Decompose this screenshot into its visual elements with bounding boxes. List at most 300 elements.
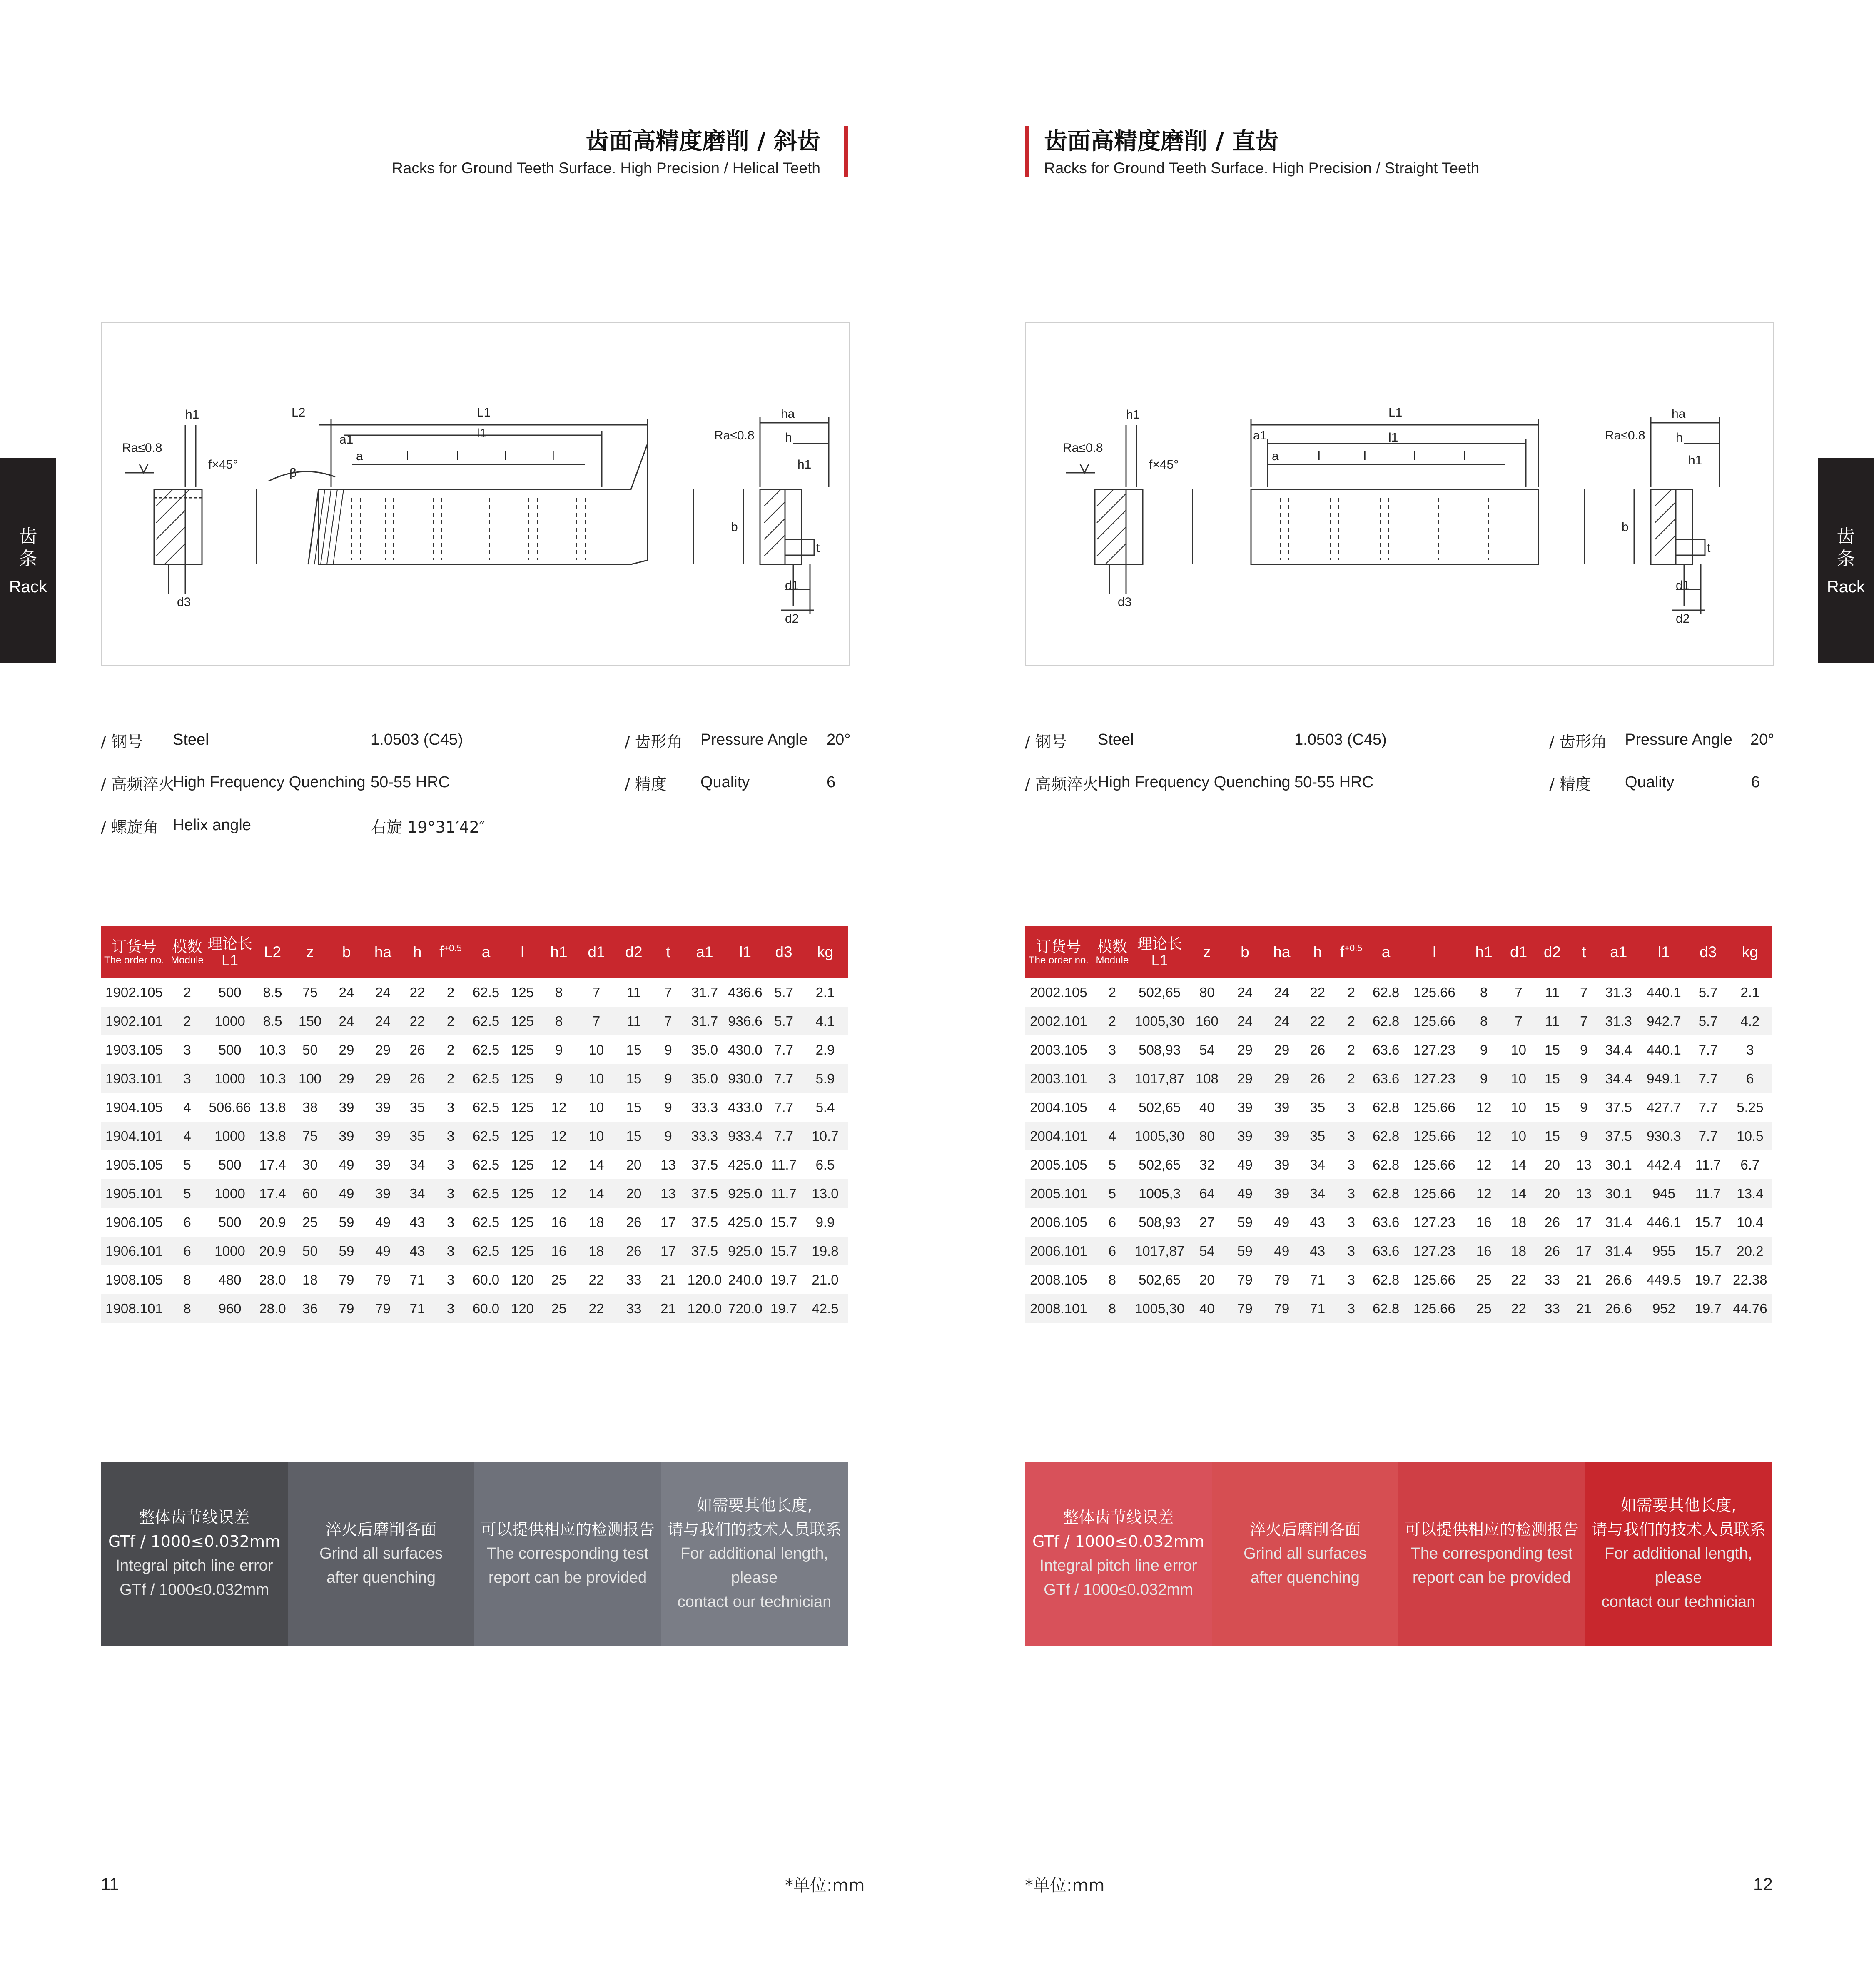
table-cell: 59 [328, 1237, 365, 1265]
table-cell: 949.1 [1640, 1064, 1688, 1093]
table-cell: 5.4 [815, 1099, 835, 1115]
table-cell: 127.23 [1413, 1214, 1455, 1230]
table-cell: 13.8 [259, 1099, 286, 1115]
table-cell: 25 [551, 1272, 567, 1287]
table-cell: 2003.101 [1025, 1064, 1092, 1093]
table-cell: 3 [434, 1237, 467, 1265]
table-row [101, 1150, 848, 1179]
feature-title: 整体齿节线误差 [139, 1508, 250, 1527]
spec-q-cn: / 精度 [1549, 775, 1591, 793]
table-cell: 930.0 [725, 1064, 765, 1093]
table-cell: 29 [1274, 1042, 1290, 1058]
col-l1: l1 [725, 926, 765, 978]
table-cell: 26 [401, 1064, 434, 1093]
table-cell: 10 [578, 1122, 615, 1150]
col-h1: h1 [540, 926, 578, 978]
table-cell: 18 [588, 1214, 604, 1230]
table-cell: 127.23 [1404, 1064, 1465, 1093]
table-cell: 7.7 [774, 1042, 793, 1058]
left-feature-band [101, 1462, 848, 1646]
table-cell: 955 [1640, 1237, 1688, 1265]
table-cell: 37.5 [684, 1237, 725, 1265]
table-cell: 38 [302, 1099, 318, 1115]
table-cell: 1017,87 [1132, 1237, 1187, 1265]
spec-steel-en: Steel [173, 731, 209, 748]
table-cell: 63.6 [1372, 1214, 1400, 1230]
spec-pa-val: 20° [1750, 731, 1774, 748]
table-row [101, 1294, 848, 1323]
table-cell: 34 [1310, 1157, 1326, 1172]
table-cell: 49 [339, 1157, 354, 1172]
table-cell: 37.5 [1597, 1122, 1640, 1150]
table-cell: 7 [1580, 984, 1588, 1000]
table-cell: 62.5 [467, 1064, 505, 1093]
page-number-right: 12 [1753, 1874, 1773, 1894]
table-cell: 3 [434, 1122, 467, 1150]
table-cell: 62.5 [472, 1214, 500, 1230]
table-cell: 7 [664, 984, 672, 1000]
table-cell: 1904.105 [105, 1099, 163, 1115]
table-cell: 2002.105 [1030, 984, 1087, 1000]
table-cell: 3 [446, 1214, 455, 1230]
col-a: a [467, 926, 505, 978]
a1-label: a1 [339, 433, 354, 446]
table-cell: 2 [434, 1007, 467, 1035]
table-cell: 1904.101 [101, 1122, 167, 1150]
table-cell: 12 [1476, 1157, 1492, 1172]
table-cell: 10 [1511, 1099, 1526, 1115]
table-cell: 12 [551, 1157, 567, 1172]
table-row [1025, 1122, 1772, 1150]
d2-label: d2 [1676, 612, 1690, 626]
table-cell: 60.0 [467, 1294, 505, 1323]
table-cell: 925.0 [725, 1179, 765, 1208]
table-header [101, 926, 848, 978]
table-cell: 5.7 [774, 984, 793, 1000]
table-cell: 125.66 [1404, 1294, 1465, 1323]
spec-steel-cn: / 钢号 [1025, 733, 1067, 751]
d2-label: d2 [785, 612, 799, 626]
table-cell: 42.5 [802, 1294, 848, 1323]
table-cell: 5 [1092, 1179, 1132, 1208]
feature-text: Grind all surfaces [1244, 1545, 1367, 1562]
table-row [1025, 1064, 1772, 1093]
table-cell: 29 [1227, 1064, 1263, 1093]
table-row [101, 1064, 848, 1093]
table-cell: 3 [183, 1042, 191, 1058]
table-cell: 17 [1576, 1214, 1592, 1230]
table-cell: 925.0 [725, 1237, 765, 1265]
col-order: 订货号 The order no. [101, 926, 167, 978]
table-cell: 79 [1274, 1272, 1290, 1287]
table-cell: 60.0 [472, 1272, 500, 1287]
table-cell: 125 [505, 1179, 540, 1208]
helical-rack-table [101, 926, 848, 1323]
table-cell: 1902.101 [101, 1007, 167, 1035]
table-cell: 63.6 [1368, 1237, 1404, 1265]
table-cell: 43 [409, 1214, 425, 1230]
table-cell: 7.7 [1688, 1064, 1728, 1093]
table-cell: 29 [339, 1042, 354, 1058]
l-label: l [1413, 449, 1416, 463]
table-cell: 15 [1545, 1099, 1560, 1115]
table-cell: 62.5 [472, 984, 500, 1000]
table-cell: 508,93 [1139, 1214, 1181, 1230]
table-cell: 2003.105 [1030, 1042, 1087, 1058]
a1-label: a1 [1253, 429, 1267, 442]
table-cell: 22.38 [1733, 1272, 1767, 1287]
table-cell: 18 [1511, 1214, 1526, 1230]
spec-pa-val: 20° [827, 731, 851, 748]
table-cell: 19.7 [770, 1272, 797, 1287]
ra-label: Ra≤0.8 [1063, 441, 1103, 455]
table-cell: 2008.105 [1030, 1272, 1087, 1287]
table-cell: 2005.105 [1030, 1157, 1087, 1172]
table-cell: 29 [1237, 1042, 1253, 1058]
table-cell: 430.0 [728, 1042, 763, 1058]
table-cell: 1000 [207, 1122, 253, 1150]
table-cell: 39 [375, 1099, 391, 1115]
spec-pa-en: Pressure Angle [700, 731, 808, 748]
table-cell: 71 [409, 1272, 425, 1287]
table-cell: 19.8 [802, 1237, 848, 1265]
table-cell: 34 [401, 1179, 434, 1208]
table-cell: 54 [1187, 1237, 1227, 1265]
left-diagram [101, 322, 850, 666]
table-cell: 3 [446, 1157, 455, 1172]
table-cell: 75 [302, 984, 318, 1000]
table-cell: 32 [1199, 1157, 1215, 1172]
table-cell: 6 [1728, 1064, 1772, 1093]
table-cell: 502,65 [1139, 1099, 1181, 1115]
table-cell: 936.6 [725, 1007, 765, 1035]
table-cell: 10 [578, 1064, 615, 1093]
table-row [101, 1122, 848, 1150]
table-cell: 506.66 [209, 1099, 251, 1115]
table-cell: 125 [505, 1007, 540, 1035]
table-cell: 33 [1545, 1272, 1560, 1287]
col-t: t [653, 926, 684, 978]
table-cell: 80 [1199, 984, 1215, 1000]
table-cell: 9 [1580, 1042, 1588, 1058]
table-cell: 39 [1263, 1122, 1301, 1150]
table-cell: 9 [1570, 1064, 1597, 1093]
table-cell: 942.7 [1640, 1007, 1688, 1035]
table-cell: 79 [339, 1272, 354, 1287]
table-cell: 26 [615, 1237, 653, 1265]
table-cell: 33.3 [684, 1122, 725, 1150]
table-cell: 9 [555, 1042, 563, 1058]
side-tab-cn: 条 [1837, 548, 1855, 569]
table-cell: 27 [1199, 1214, 1215, 1230]
table-cell: 49 [1274, 1214, 1290, 1230]
table-cell: 22 [1511, 1272, 1526, 1287]
table-cell: 62.5 [467, 1007, 505, 1035]
table-cell: 120.0 [684, 1294, 725, 1323]
table-row [101, 1093, 848, 1122]
table-cell: 5.9 [802, 1064, 848, 1093]
table-cell: 7 [653, 1007, 684, 1035]
table-cell: 31.3 [1597, 1007, 1640, 1035]
table-row [1025, 1093, 1772, 1122]
table-cell: 9 [653, 1064, 684, 1093]
table-cell: 1000 [207, 1237, 253, 1265]
table-cell: 34.4 [1605, 1042, 1632, 1058]
table-cell: 31.4 [1605, 1214, 1632, 1230]
table-cell: 22 [578, 1294, 615, 1323]
table-cell: 125 [511, 1042, 534, 1058]
table-row [1025, 1150, 1772, 1179]
table-cell: 8 [1480, 984, 1488, 1000]
table-cell: 62.5 [472, 1099, 500, 1115]
table-cell: 433.0 [728, 1099, 763, 1115]
page-number-left: 11 [101, 1874, 119, 1894]
table-cell: 2 [446, 1042, 455, 1058]
table-cell: 62.5 [467, 1122, 505, 1150]
table-cell: 59 [1227, 1237, 1263, 1265]
table-cell: 43 [401, 1237, 434, 1265]
table-cell: 40 [1187, 1294, 1227, 1323]
table-cell: 31.4 [1597, 1237, 1640, 1265]
table-cell: 5.25 [1737, 1099, 1764, 1115]
table-cell: 442.4 [1647, 1157, 1681, 1172]
table-cell: 120 [505, 1294, 540, 1323]
table-cell: 62.8 [1368, 1179, 1404, 1208]
table-cell: 7.7 [1698, 1099, 1718, 1115]
table-cell: 21.0 [812, 1272, 839, 1287]
table-cell: 7 [1515, 984, 1523, 1000]
table-cell: 39 [1237, 1099, 1253, 1115]
right-title-en: Racks for Ground Teeth Surface. High Precision / Straight Teeth [1044, 160, 1480, 177]
table-cell: 24 [1227, 1007, 1263, 1035]
table-cell: 7 [592, 984, 601, 1000]
table-cell: 933.4 [725, 1122, 765, 1150]
table-cell: 25 [1465, 1294, 1503, 1323]
table-cell: 49 [375, 1214, 391, 1230]
table-cell: 13.0 [802, 1179, 848, 1208]
table-cell: 125.66 [1413, 1157, 1455, 1172]
table-cell: 15.7 [765, 1237, 802, 1265]
table-cell: 17 [653, 1237, 684, 1265]
table-cell: 37.5 [691, 1214, 718, 1230]
spec-steel-en: Steel [1098, 731, 1134, 748]
table-cell: 50 [302, 1042, 318, 1058]
l-label: l [1463, 449, 1466, 463]
table-cell: 120 [511, 1272, 534, 1287]
table-cell: 12 [540, 1179, 578, 1208]
feature-title: 可以提供相应的检测报告 [1404, 1520, 1579, 1539]
table-cell: 26 [1301, 1064, 1334, 1093]
h1-label: h1 [797, 458, 812, 471]
table-cell: 9 [664, 1099, 672, 1115]
table-cell: 26.6 [1597, 1294, 1640, 1323]
table-cell: 3 [1347, 1214, 1355, 1230]
table-cell: 80 [1187, 1122, 1227, 1150]
table-cell: 125.66 [1404, 1179, 1465, 1208]
table-cell: 1000 [207, 1064, 253, 1093]
table-cell: 11 [1545, 984, 1560, 1000]
col-h: h [1301, 926, 1334, 978]
feature-title: 淬火后磨削各面 [325, 1520, 436, 1539]
table-cell: 3 [1334, 1237, 1368, 1265]
table-cell: 7.7 [765, 1064, 802, 1093]
table-cell: 952 [1640, 1294, 1688, 1323]
table-cell: 1905.105 [105, 1157, 163, 1172]
table-cell: 12 [1465, 1122, 1503, 1150]
col-a1: a1 [684, 926, 725, 978]
table-cell: 20.9 [259, 1214, 286, 1230]
table-cell: 930.3 [1640, 1122, 1688, 1150]
table-cell: 2 [1347, 984, 1355, 1000]
table-cell: 11 [1535, 1007, 1570, 1035]
feature-title: 请与我们的技术人员联系 [1591, 1520, 1766, 1539]
table-cell: 11 [626, 984, 641, 1000]
spec-q-cn: / 精度 [625, 775, 667, 793]
table-cell: 16 [1465, 1237, 1503, 1265]
col-z: z [292, 926, 328, 978]
table-cell: 20 [1199, 1272, 1215, 1287]
table-row [1025, 1007, 1772, 1035]
col-l1: l1 [1640, 926, 1688, 978]
spec-hfq-cn: / 高频淬火 [1025, 775, 1099, 793]
col-d2: d2 [1535, 926, 1570, 978]
table-cell: 150 [292, 1007, 328, 1035]
table-cell: 5.7 [765, 1007, 802, 1035]
t-label: t [1707, 541, 1711, 555]
L2-label: L2 [292, 406, 306, 419]
table-cell: 19.7 [765, 1294, 802, 1323]
table-cell: 75 [292, 1122, 328, 1150]
f45-label: f×45° [208, 458, 238, 471]
table-cell: 127.23 [1404, 1237, 1465, 1265]
l-label: l [456, 449, 459, 463]
table-cell: 43 [1301, 1237, 1334, 1265]
table-cell: 15 [615, 1122, 653, 1150]
table-cell: 6 [167, 1237, 207, 1265]
table-cell: 17 [1570, 1237, 1597, 1265]
table-cell: 2.1 [1740, 984, 1760, 1000]
feature-text: Grind all surfaces [319, 1545, 443, 1562]
side-tab-cn: 条 [19, 548, 37, 569]
table-cell: 425.0 [728, 1214, 763, 1230]
table-cell: 15.7 [1688, 1237, 1728, 1265]
unit-note-left: *单位:mm [785, 1876, 865, 1895]
table-cell: 49 [1237, 1157, 1253, 1172]
table-cell: 22 [1503, 1294, 1535, 1323]
table-cell: 1908.105 [105, 1272, 163, 1287]
table-cell: 62.8 [1368, 1294, 1404, 1323]
table-cell: 79 [1237, 1272, 1253, 1287]
table-cell: 71 [1301, 1294, 1334, 1323]
table-cell: 502,65 [1139, 984, 1181, 1000]
table-cell: 3 [1108, 1042, 1116, 1058]
table-cell: 20 [1545, 1157, 1560, 1172]
table-cell: 2006.105 [1030, 1214, 1087, 1230]
table-cell: 44.76 [1728, 1294, 1772, 1323]
table-cell: 2002.101 [1025, 1007, 1092, 1035]
d3-label: d3 [1118, 595, 1132, 609]
table-cell: 11 [615, 1007, 653, 1035]
table-cell: 22 [401, 1007, 434, 1035]
table-cell: 24 [1263, 1007, 1301, 1035]
spec-helix-val: 右旋 19°31′42″ [371, 818, 485, 836]
table-cell: 39 [375, 1157, 391, 1172]
table-cell: 62.8 [1372, 984, 1400, 1000]
h1-label: h1 [1688, 454, 1702, 467]
table-cell: 39 [339, 1099, 354, 1115]
d1-label: d1 [785, 579, 799, 592]
col-b: b [1227, 926, 1263, 978]
table-cell: 17 [660, 1214, 676, 1230]
table-cell: 2 [167, 1007, 207, 1035]
col-d1: d1 [1503, 926, 1535, 978]
table-cell: 62.8 [1372, 1272, 1400, 1287]
table-cell: 3 [1746, 1042, 1754, 1058]
spec-q-en: Quality [1625, 773, 1675, 791]
table-cell: 502,65 [1139, 1272, 1181, 1287]
table-cell: 945 [1640, 1179, 1688, 1208]
table-cell: 22 [1310, 984, 1326, 1000]
table-header [1025, 926, 1772, 978]
table-cell: 79 [375, 1272, 391, 1287]
table-cell: 21 [1576, 1272, 1592, 1287]
l1-label: l1 [1388, 431, 1398, 444]
helical-rack-drawing [102, 323, 849, 665]
table-cell: 29 [328, 1064, 365, 1093]
table-cell: 14 [588, 1157, 604, 1172]
table-cell: 5 [167, 1179, 207, 1208]
feature-text: GTf / 1000≤0.032mm [1044, 1581, 1193, 1599]
table-cell: 20 [626, 1157, 642, 1172]
table-cell: 35 [1301, 1122, 1334, 1150]
table-row [101, 1208, 848, 1237]
table-cell: 60 [292, 1179, 328, 1208]
table-cell: 480 [218, 1272, 242, 1287]
table-cell: 10 [1503, 1064, 1535, 1093]
feature-title: 如需要其他长度, [1620, 1496, 1737, 1514]
table-cell: 9.9 [815, 1214, 835, 1230]
table-cell: 34 [1301, 1179, 1334, 1208]
l-label: l [1318, 449, 1321, 463]
table-cell: 7.7 [1688, 1122, 1728, 1150]
table-cell: 9 [540, 1064, 578, 1093]
t-label: t [816, 541, 820, 555]
table-cell: 8 [183, 1272, 191, 1287]
table-cell: 49 [1263, 1237, 1301, 1265]
table-cell: 7 [1503, 1007, 1535, 1035]
table-cell: 10 [588, 1042, 604, 1058]
table-row [1025, 1179, 1772, 1208]
table-cell: 5 [183, 1157, 191, 1172]
table-cell: 28.0 [253, 1294, 292, 1323]
table-cell: 2004.105 [1030, 1099, 1087, 1115]
table-cell: 21 [660, 1272, 676, 1287]
table-cell: 35 [401, 1122, 434, 1150]
feature-text: The corresponding test [486, 1545, 649, 1562]
table-cell: 2 [1334, 1064, 1368, 1093]
feature-test-report [1398, 1462, 1585, 1646]
table-cell: 24 [375, 984, 391, 1000]
table-row [1025, 1208, 1772, 1237]
table-cell: 19.7 [1688, 1294, 1728, 1323]
table-cell: 2 [434, 1064, 467, 1093]
table-cell: 5.7 [1698, 984, 1718, 1000]
table-row [101, 1179, 848, 1208]
left-title-cn: 齿面高精度磨削 / 斜齿 [586, 128, 820, 155]
spec-q-val: 6 [827, 773, 836, 791]
table-cell: 10.3 [259, 1042, 286, 1058]
table-cell: 1906.101 [101, 1237, 167, 1265]
